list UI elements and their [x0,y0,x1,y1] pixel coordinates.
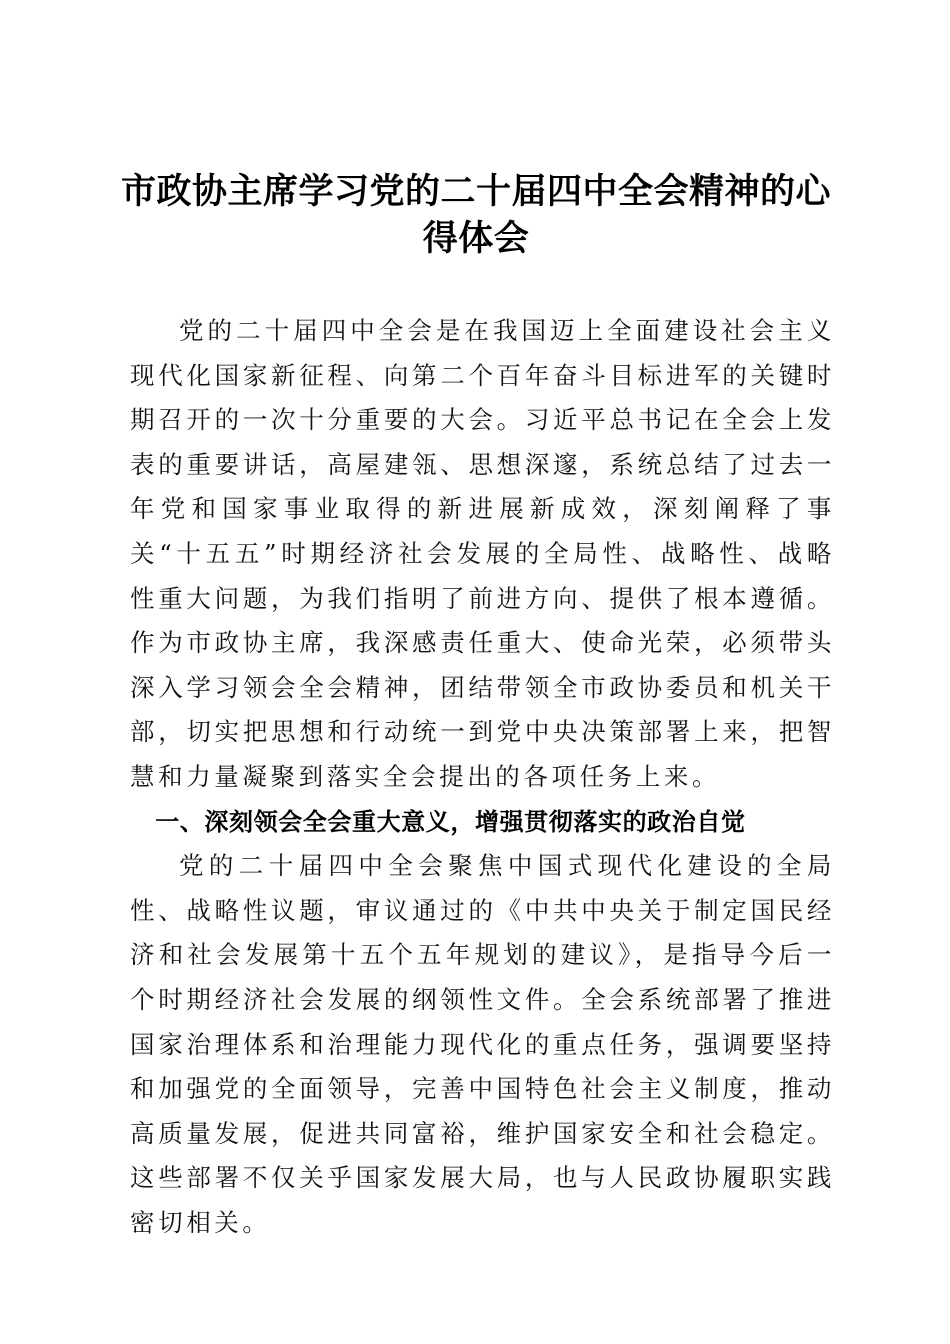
document-title: 市政协主席学习党的二十届四中全会精神的心得体会 [120,171,831,259]
intro-paragraph: 党的二十届四中全会是在我国迈上全面建设社会主义现代化国家新征程、向第二个百年奋斗目标进军的关键时期召开的一次十分重要的大会。习近平总书记在全会上发表的重要讲话，高屋建瓴、思想深邃，系统总结了过去一年党和国家事业取得的新进展新成效，深刻阐释了事关“十五五”时期经济社会发展的全局性、战略性、战略性重大问题，为我们指明了前进方向、提供了根本遵循。作为市政协主席，我深感责任重大、使命光荣，必须带头深入学习领会全会精神，团结带领全市政协委员和机关干部，切实把思想和行动统一到党中央决策部署上来，把智慧和力量凝聚到落实全会提出的各项任务上来。 [130,316,835,791]
section-heading: 一、深刻领会全会重大意义，增强贯彻落实的政治自觉 [155,807,746,836]
document-body [130,309,835,1245]
section-paragraph: 党的二十届四中全会聚焦中国式现代化建设的全局性、战略性议题，审议通过的《中共中央关于制定国民经济和社会发展第十五个五年规划的建议》，是指导今后一个时期经济社会发展的纲领性文件。全会系统部署了推进国家治理体系和治理能力现代化的重点任务，强调要坚持和加强党的全面领导，完善中国特色社会主义制度，推动高质量发展，促进共同富裕，维护国家安全和社会稳定。这些部署不仅关乎国家发展大局，也与人民政协履职实践密切相关。 [130,851,835,1237]
